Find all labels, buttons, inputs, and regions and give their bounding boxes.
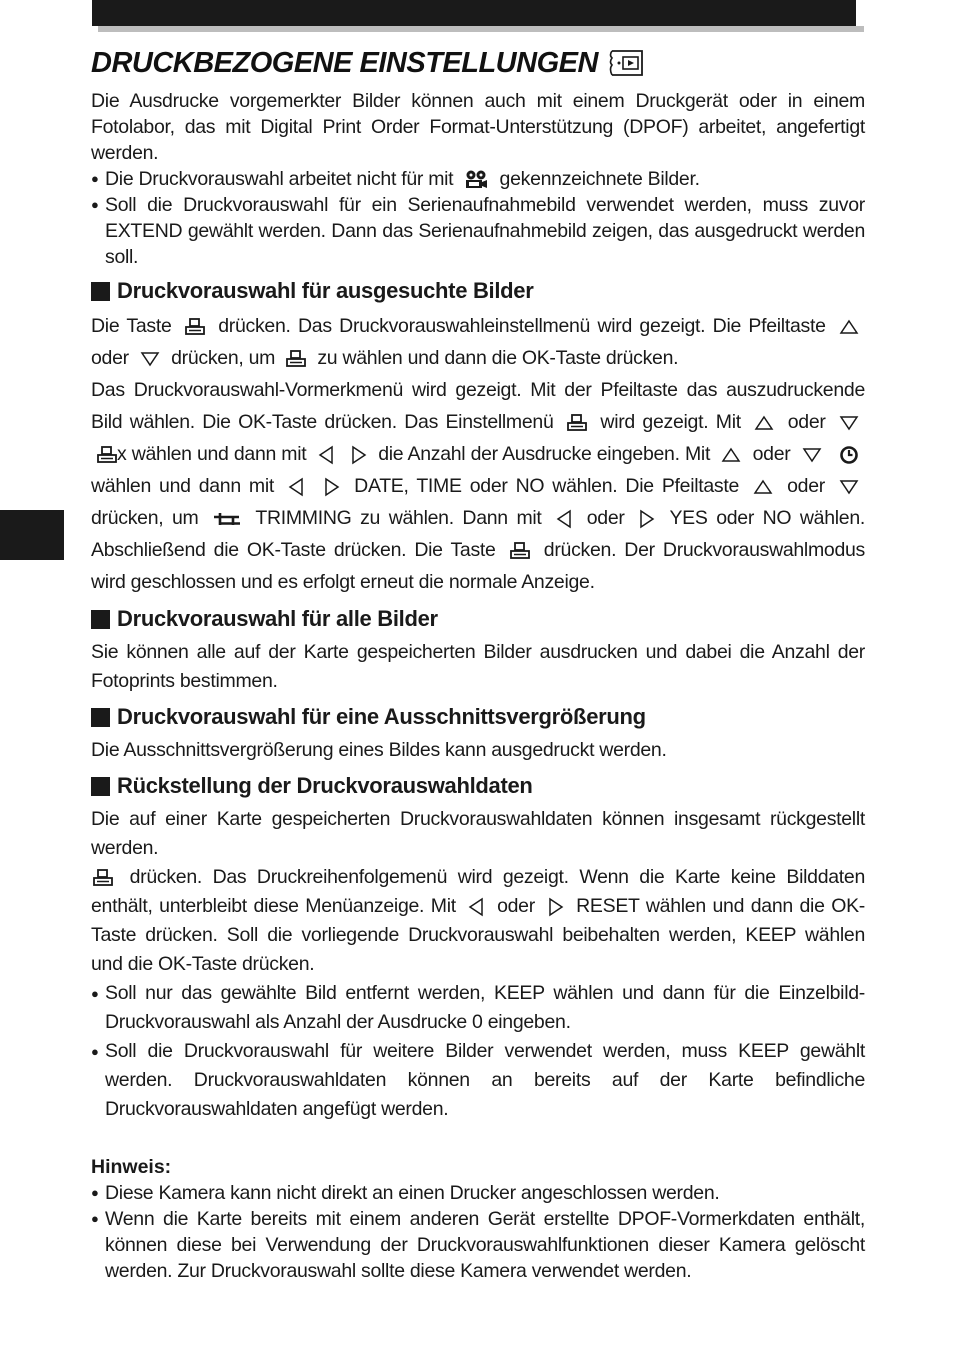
section-selected-p2: Das Druckvorauswahl-Vormerkmenü wird gezeigt. Mit der Pfeiltaste das auszudruckende Bild wählen. Die OK-Taste drücken. Das Einstellmenü wird gezeigt. Mit oder x wählen und dann mit die Anzahl der Ausdrucke eingeben. Mit oder wählen und dann mit DATE, TIME oder NO wählen. Die Pfeiltaste oder drücken, um TRIMMING zu wählen. Dann mit oder YES oder NO wählen. Abschließend die OK-Taste drücken. Die Taste drücken. Der Druckvorauswahlmodus wird geschlossen und es erfolgt erneut die normale Anzeige. bbox=[91, 379, 865, 593]
list-item: ● Wenn die Karte bereits mit einem anderen Gerät erstellte DPOF-Vormerkdaten enthält, können diese bei Verwendung der Druckvorauswahlfunktionen dieser Kamera gelöscht werden. Zur Druckvorauswahl sollte diese Kamera verwendet werden. bbox=[91, 1206, 865, 1284]
print-icon bbox=[567, 414, 587, 432]
heading-square bbox=[91, 610, 110, 629]
clock-icon bbox=[839, 445, 859, 465]
left-arrow-icon bbox=[318, 445, 334, 465]
print-icon bbox=[97, 446, 117, 464]
section-heading-selected: Druckvorauswahl für ausgesuchte Bilder bbox=[91, 276, 865, 306]
page-title: DRUCKBEZOGENE EINSTELLUNGEN bbox=[91, 47, 598, 79]
down-arrow-icon bbox=[839, 415, 859, 431]
list-item: ● Diese Kamera kann nicht direkt an einen Drucker angeschlossen werden. bbox=[91, 1180, 865, 1206]
down-arrow-icon bbox=[839, 479, 859, 495]
note-label: Hinweis: bbox=[91, 1156, 172, 1178]
print-icon bbox=[185, 318, 205, 336]
list-item: ● Soll die Druckvorauswahl für ein Serienaufnahmebild verwendet werden, muss zuvor EXTEND gewählt werden. Dann das Serienaufnahmebild zeigen, das ausgedruckt werden soll. bbox=[91, 192, 865, 270]
section-trimming-text: Die Ausschnittsvergrößerung eines Bildes kann ausgedruckt werden. bbox=[91, 739, 667, 761]
left-arrow-icon bbox=[556, 509, 572, 529]
up-arrow-icon bbox=[839, 319, 859, 335]
section-trimming-body bbox=[91, 736, 865, 765]
up-arrow-icon bbox=[753, 479, 773, 495]
page-title-row bbox=[91, 44, 865, 82]
intro-paragraph: Die Ausdrucke vorgemerkter Bilder können auch mit einem Druckgerät oder in einem Fotolabor, das mit Digital Print Order Format-Unterstützung (DPOF) arbeitet, angefertigt werden. bbox=[91, 90, 865, 164]
print-icon bbox=[510, 542, 530, 560]
heading-square bbox=[91, 282, 110, 301]
heading-square bbox=[91, 708, 110, 727]
right-arrow-icon bbox=[324, 477, 340, 497]
section-all-text: Sie können alle auf der Karte gespeicherten Bilder ausdrucken und dabei die Anzahl der Fotoprints bestimmen. bbox=[91, 641, 865, 692]
section-selected-body bbox=[91, 310, 865, 598]
section-reset-p2: drücken. Das Druckreihenfolgemenü wird gezeigt. Wenn die Karte keine Bilddaten enthält, unterbleibt diese Menüanzeige. Mit oder RESET wählen und dann die OK-Taste drücken. Soll die vorliegende Druckvorauswahl beibehalten werden, KEEP wählen und die OK-Taste drücken. bbox=[91, 866, 866, 975]
print-icon bbox=[286, 350, 306, 368]
movie-icon bbox=[464, 169, 488, 191]
playback-mode-icon bbox=[608, 49, 646, 77]
print-icon bbox=[93, 869, 113, 887]
section-all-body bbox=[91, 638, 865, 696]
section-heading-reset: Rückstellung der Druckvorauswahldaten bbox=[91, 771, 865, 801]
heading-square bbox=[91, 777, 110, 796]
side-tab bbox=[0, 510, 64, 560]
section-heading-trimming: Druckvorauswahl für eine Ausschnittsvergrößerung bbox=[91, 702, 865, 732]
down-arrow-icon bbox=[802, 447, 822, 463]
left-arrow-icon bbox=[288, 477, 304, 497]
top-bar-shadow bbox=[98, 26, 864, 32]
left-arrow-icon bbox=[468, 897, 484, 917]
section-reset-body bbox=[91, 805, 865, 1124]
note-bullets bbox=[91, 1180, 865, 1284]
top-bar bbox=[92, 0, 856, 26]
list-item: ● Soll nur das gewählte Bild entfernt werden, KEEP wählen und dann für die Einzelbild-Druckvorauswahl als Anzahl der Ausdrucke 0 eingeben. bbox=[91, 979, 865, 1037]
right-arrow-icon bbox=[548, 897, 564, 917]
right-arrow-icon bbox=[639, 509, 655, 529]
intro-bullets bbox=[91, 166, 865, 270]
trimming-icon bbox=[213, 511, 241, 527]
list-item: ● Soll die Druckvorauswahl für weitere Bilder verwendet werden, muss KEEP gewählt werden. Druckvorauswahldaten können an bereits auf der Karte befindliche Druckvorauswahldaten angefügt werden. bbox=[91, 1037, 865, 1124]
up-arrow-icon bbox=[754, 415, 774, 431]
up-arrow-icon bbox=[721, 447, 741, 463]
section-reset-bullets bbox=[91, 979, 865, 1124]
down-arrow-icon bbox=[140, 351, 160, 367]
list-item: ● Die Druckvorauswahl arbeitet nicht für mit gekennzeichnete Bilder. bbox=[91, 166, 865, 192]
section-heading-all: Druckvorauswahl für alle Bilder bbox=[91, 604, 865, 634]
right-arrow-icon bbox=[351, 445, 367, 465]
section-reset-p1: Die auf einer Karte gespeicherten Druckvorauswahldaten können insgesamt rückgestellt werden. bbox=[91, 808, 865, 859]
page-content bbox=[91, 44, 865, 1284]
section-selected-p1: Die Taste drücken. Das Druckvorauswahleinstellmenü wird gezeigt. Die Pfeiltaste oder drücken, um zu wählen und dann die OK-Taste drücken. bbox=[91, 310, 865, 374]
